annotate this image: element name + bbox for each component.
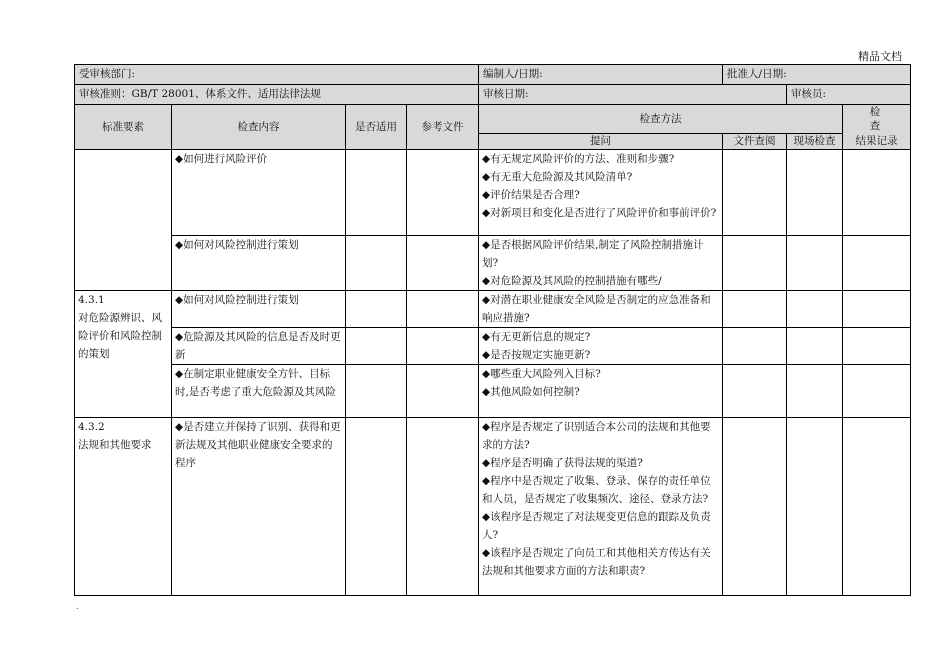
auditor-field[interactable]: 审核员:	[787, 85, 911, 105]
doc-review-cell[interactable]	[723, 149, 787, 235]
element-number: 4.3.2	[78, 420, 105, 433]
applicable-cell[interactable]	[346, 364, 407, 417]
applicable-cell[interactable]	[346, 327, 407, 364]
applicable-cell[interactable]	[346, 417, 407, 595]
doc-review-cell[interactable]	[723, 327, 787, 364]
applicable-cell[interactable]	[346, 290, 407, 327]
question-cell	[479, 417, 723, 595]
reference-cell[interactable]	[407, 327, 479, 364]
site-check-cell[interactable]	[787, 235, 843, 290]
watermark-label: 精品文档	[858, 50, 902, 63]
result-cell[interactable]	[843, 235, 911, 290]
question-line: ◆该程序是否规定了向员工和其他相关方传达有关法规和其他要求方面的方法和职责?	[482, 546, 711, 577]
question-cell	[479, 290, 723, 327]
reference-cell[interactable]	[407, 364, 479, 417]
content-cell: ◆如何对风险控制进行策划	[172, 290, 346, 327]
doc-review-cell[interactable]	[723, 235, 787, 290]
element-title: 对危险源辨识、风险评价和风险控制的策划	[78, 311, 162, 360]
question-line: ◆评价结果是否合理?	[482, 188, 580, 201]
site-check-cell[interactable]	[787, 290, 843, 327]
doc-review-cell[interactable]	[723, 290, 787, 327]
header-site-check: 现场检查	[787, 133, 843, 149]
question-cell	[479, 149, 723, 235]
site-check-cell[interactable]	[787, 417, 843, 595]
question-cell	[479, 364, 723, 417]
applicable-cell[interactable]	[346, 149, 407, 235]
table-row	[75, 364, 911, 417]
audited-department-field[interactable]: 受审核部门:	[75, 65, 479, 85]
header-result-bottom: 结果记录	[843, 133, 911, 149]
content-cell: ◆在制定职业健康安全方针、目标时,是否考虑了重大危险源及其风险	[172, 364, 346, 417]
header-doc-review: 文件查阅	[723, 133, 787, 149]
element-title: 法规和其他要求	[78, 438, 152, 451]
result-cell[interactable]	[843, 364, 911, 417]
question-line: ◆其他风险如何控制?	[482, 385, 580, 398]
question-line: ◆程序是否规定了识别适合本公司的法规和其他要求的方法?	[482, 420, 711, 451]
header-content: 检查内容	[172, 105, 346, 150]
question-line: ◆是否按规定实施更新?	[482, 348, 591, 361]
element-number: 4.3.1	[78, 293, 105, 306]
question-line: ◆有无重大危险源及其风险清单?	[482, 170, 633, 183]
footer-mark: .	[76, 602, 79, 612]
element-cell	[75, 290, 172, 417]
question-line: ◆有无规定风险评价的方法、准则和步骤?	[482, 152, 675, 165]
doc-review-cell[interactable]	[723, 364, 787, 417]
reference-cell[interactable]	[407, 290, 479, 327]
audit-checklist-table	[74, 64, 911, 596]
result-cell[interactable]	[843, 290, 911, 327]
element-cell-empty	[75, 149, 172, 290]
question-line: ◆对新项目和变化是否进行了风险评价和事前评价?	[482, 206, 717, 219]
reference-cell[interactable]	[407, 149, 479, 235]
question-line: ◆程序中是否规定了收集、登录、保存的责任单位和人员，是否规定了收集频次、途径、登录方法?	[482, 474, 711, 505]
question-line: ◆是否根据风险评价结果,制定了风险控制措施计划?	[482, 238, 704, 269]
header-reference: 参考文件	[407, 105, 479, 150]
audit-criteria: 审核准则：GB/T 28001、体系文件、适用法律法规	[75, 85, 479, 105]
element-cell	[75, 417, 172, 595]
reference-cell[interactable]	[407, 417, 479, 595]
header-result-top: 检查	[843, 105, 911, 134]
result-cell[interactable]	[843, 327, 911, 364]
table-row	[75, 417, 911, 595]
question-line: ◆对潜在职业健康安全风险是否制定的应急准备和响应措施?	[482, 293, 711, 324]
site-check-cell[interactable]	[787, 149, 843, 235]
reference-cell[interactable]	[407, 235, 479, 290]
question-line: ◆对危险源及其风险的控制措施有哪些/	[482, 274, 662, 287]
table-row	[75, 235, 911, 290]
question-line: ◆有无更新信息的规定?	[482, 330, 591, 343]
header-applicable: 是否适用	[346, 105, 407, 150]
question-line: ◆该程序是否规定了对法规变更信息的跟踪及负责人?	[482, 510, 711, 541]
header-question: 提问	[479, 133, 723, 149]
site-check-cell[interactable]	[787, 327, 843, 364]
table-row	[75, 149, 911, 235]
content-cell: ◆如何对风险控制进行策划	[172, 235, 346, 290]
info-row-1	[75, 65, 911, 85]
site-check-cell[interactable]	[787, 364, 843, 417]
result-cell[interactable]	[843, 149, 911, 235]
header-element: 标准要素	[75, 105, 172, 150]
question-cell	[479, 235, 723, 290]
applicable-cell[interactable]	[346, 235, 407, 290]
question-line: ◆程序是否明确了获得法规的渠道?	[482, 456, 643, 469]
result-cell[interactable]	[843, 417, 911, 595]
question-line: ◆哪些重大风险列入目标?	[482, 367, 601, 380]
content-cell: ◆危险源及其风险的信息是否及时更新	[172, 327, 346, 364]
question-cell	[479, 327, 723, 364]
table-row	[75, 327, 911, 364]
audit-date-field[interactable]: 审核日期:	[479, 85, 787, 105]
editor-date-field[interactable]: 编制人/日期:	[479, 65, 723, 85]
table-row	[75, 290, 911, 327]
info-row-2	[75, 85, 911, 105]
doc-review-cell[interactable]	[723, 417, 787, 595]
header-row	[75, 105, 911, 134]
approver-date-field[interactable]: 批准人/日期:	[723, 65, 911, 85]
header-method: 检查方法	[479, 105, 843, 134]
content-cell: ◆是否建立并保持了识别、获得和更新法规及其他职业健康安全要求的程序	[172, 417, 346, 595]
content-cell: ◆如何进行风险评价	[172, 149, 346, 235]
